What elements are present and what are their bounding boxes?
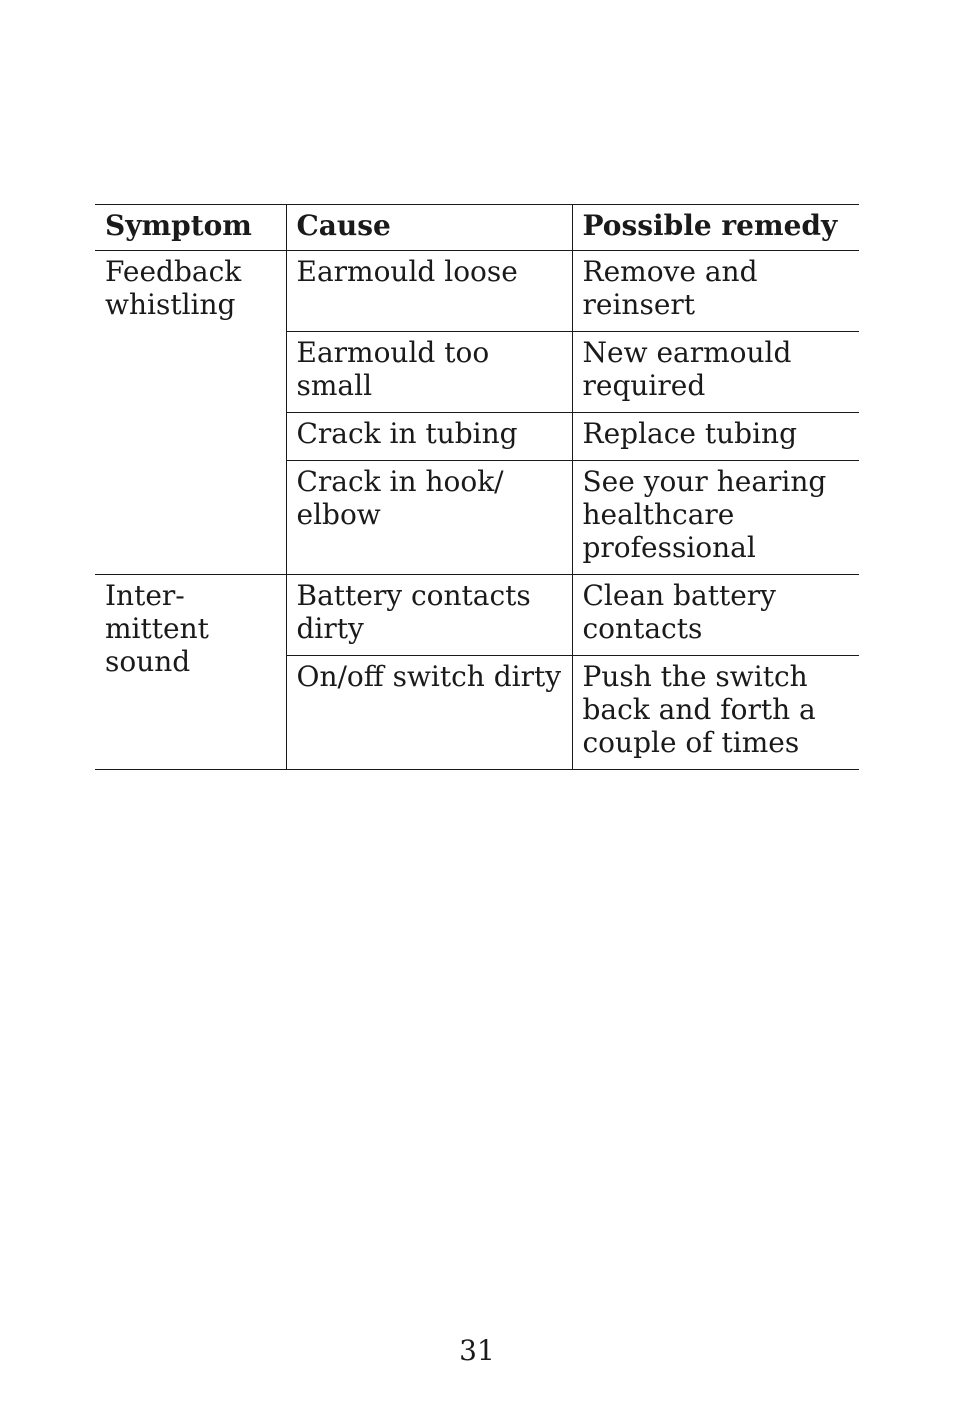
table-row — [95, 575, 859, 656]
cause-text: Earmould too small — [296, 336, 490, 402]
remedy-cell — [572, 461, 859, 575]
remedy-text: Remove and reinsert — [582, 255, 758, 321]
remedy-text: Replace tubing — [582, 417, 797, 450]
table-header-row — [95, 205, 859, 251]
remedy-cell — [572, 656, 859, 770]
cause-cell — [286, 251, 572, 332]
cause-text: Earmould loose — [296, 255, 518, 288]
header-possible-remedy: Possible remedy — [572, 205, 859, 251]
symptom-cell — [95, 251, 286, 575]
remedy-cell — [572, 575, 859, 656]
cause-text: Battery contacts dirty — [296, 579, 531, 645]
header-symptom: Symptom — [95, 205, 286, 251]
symptom-text: Feedback whistling — [105, 255, 242, 321]
cause-cell — [286, 575, 572, 656]
cause-text: On/off switch dirty — [296, 660, 562, 693]
cause-text: Crack in hook/ elbow — [296, 465, 504, 531]
symptom-text: Inter- mittent sound — [105, 579, 209, 678]
cause-cell — [286, 413, 572, 461]
page-number: 31 — [459, 1334, 495, 1367]
cause-cell — [286, 332, 572, 413]
remedy-cell — [572, 332, 859, 413]
table-row — [95, 251, 859, 332]
remedy-text: New earmould required — [582, 336, 792, 402]
remedy-text: Clean battery contacts — [582, 579, 776, 645]
cause-cell — [286, 656, 572, 770]
remedy-text: Push the switch back and forth a couple of times — [582, 660, 816, 759]
remedy-cell — [572, 251, 859, 332]
cause-text: Crack in tubing — [296, 417, 518, 450]
cause-cell — [286, 461, 572, 575]
header-cause: Cause — [286, 205, 572, 251]
remedy-text: See your hearing healthcare professional — [582, 465, 827, 564]
remedy-cell — [572, 413, 859, 461]
troubleshooting-table — [95, 204, 859, 770]
symptom-cell — [95, 575, 286, 770]
